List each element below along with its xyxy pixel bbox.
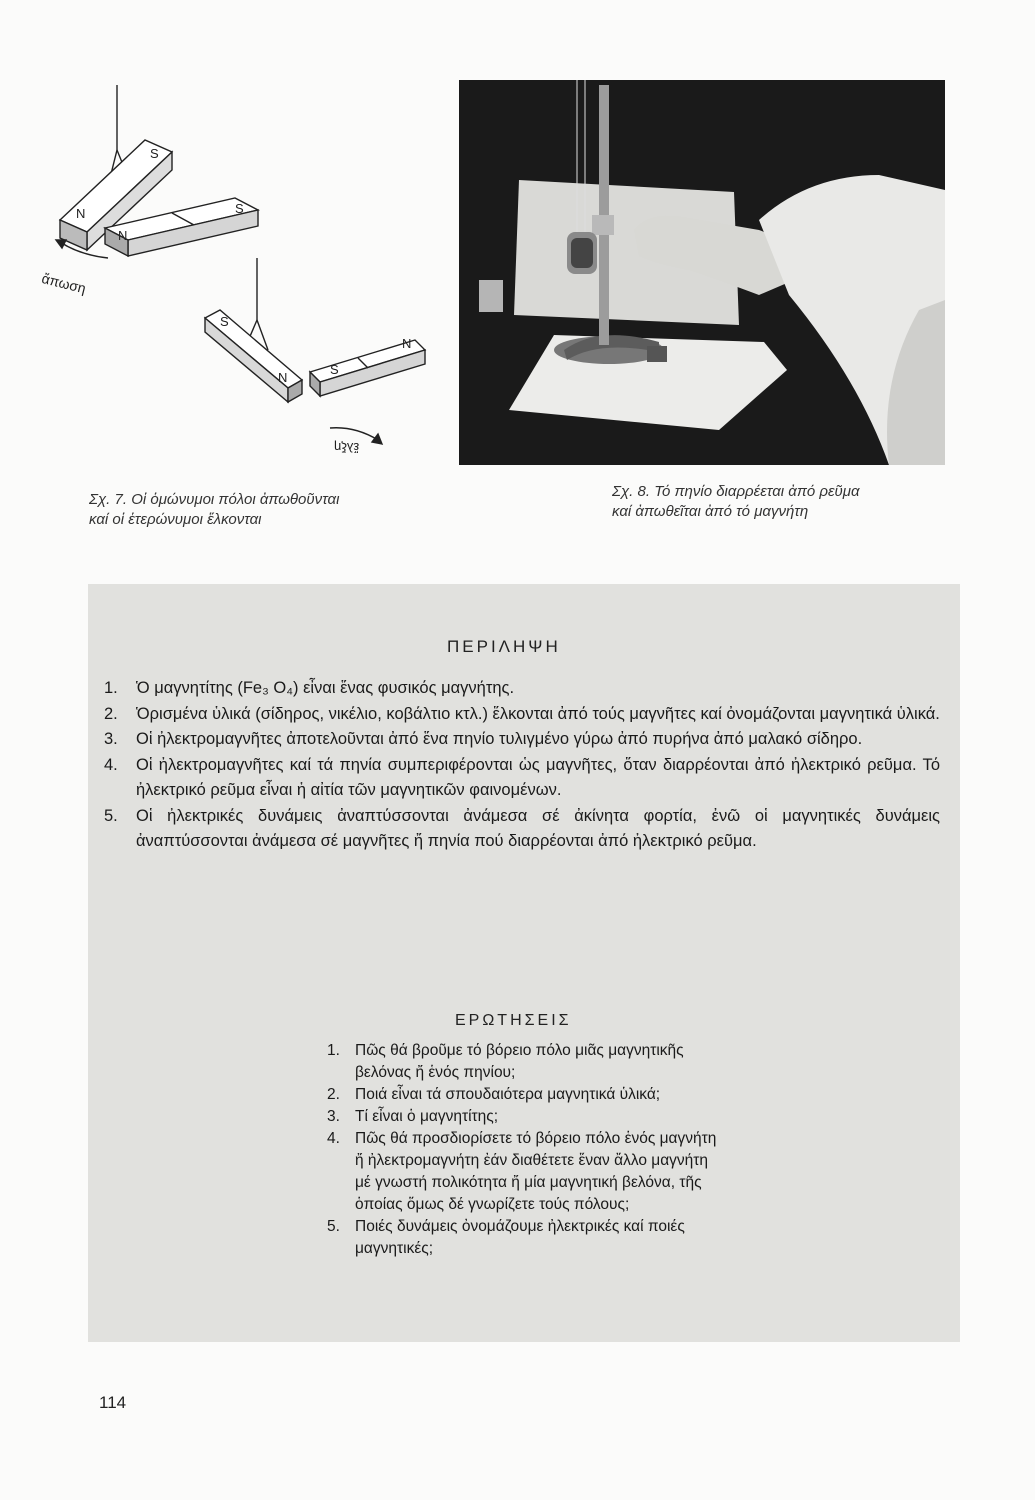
item-number: 4. (327, 1130, 340, 1147)
attraction-arrow (330, 428, 378, 440)
list-item (327, 1216, 727, 1260)
item-text: Ὁρισμένα ὑλικά (σίδηρος, νικέλιο, κοβάλτιο κτλ.) ἕλκονται ἀπό τούς μαγνῆτες καί ὀνομάζονται μαγνητικά ὑλικά. (136, 704, 940, 723)
pole-label: S (150, 146, 159, 161)
item-text: Ποιές δυνάμεις ὀνομάζουμε ἠλεκτρικές καί ποιές μαγνητικές; (355, 1218, 685, 1257)
item-text: Οἱ ἠλεκτρομαγνῆτες ἀποτελοῦνται ἀπό ἕνα πηνίο τυλιγμένο γύρω ἀπό πυρήνα ἀπό μαλακό σίδηρο. (136, 730, 863, 748)
repulsion-label: ἄπωση (40, 270, 88, 297)
caption-line: Σχ. 8. Τό πηνίο διαρρέεται ἀπό ρεῦμα (612, 483, 860, 500)
list-item (100, 727, 940, 753)
questions-heading: ΕΡΩΤΗΣΕΙΣ (455, 1012, 572, 1029)
list-item (100, 804, 940, 855)
list-item (327, 1040, 727, 1084)
list-item (100, 753, 940, 804)
item-number: 2. (327, 1086, 340, 1103)
pole-label: S (235, 201, 244, 216)
item-number: 3. (327, 1108, 340, 1125)
caption-line: καί οἱ ἑτερώνυμοι ἕλκονται (89, 511, 262, 528)
item-text: Οἱ ἠλεκτρικές δυνάμεις ἀναπτύσσονται ἀνάμεσα σέ ἀκίνητα φορτία, ἐνῶ οἱ μαγνητικές δυνάμεις ἀναπτύσσονται ἀνάμεσα σέ μαγνῆτες ἤ πηνία πού διαρρέονται ἀπό ἠλεκτρικό ρεῦμα. (136, 806, 940, 850)
pole-label: S (330, 362, 339, 377)
item-text: Οἱ ἠλεκτρομαγνῆτες καί τά πηνία συμπεριφέρονται ὡς μαγνῆτες, ὅταν διαρρέονται ἀπό ἠλεκτρικό ρεῦμα. Τό ἠλεκτρικό ρεῦμα εἶναι ἡ αἰτία τῶν μαγνητικῶν φαινομένων. (136, 755, 940, 799)
item-text: Τί εἶναι ὁ μαγνητίτης; (355, 1108, 499, 1125)
figure-7-magnets-illustration (40, 80, 440, 470)
magnets-drawing (40, 80, 440, 470)
summary-list (100, 676, 940, 855)
item-number: 1. (327, 1042, 340, 1059)
list-item (100, 702, 940, 728)
magnet-on-paper (647, 346, 667, 362)
caption-line: καί ἀπωθεῖται ἀπό τό μαγνήτη (612, 503, 809, 520)
coil-experiment-photo (459, 80, 945, 465)
item-text: Πῶς θά βροῦμε τό βόρειο πόλο μιᾶς μαγνητικῆς βελόνας ἤ ἑνός πηνίου; (355, 1042, 684, 1081)
item-number: 5. (104, 806, 118, 825)
figure-8-caption (612, 482, 860, 522)
pole-label: N (76, 206, 86, 221)
page-number: 114 (99, 1393, 127, 1412)
figure-8-photo (459, 80, 945, 465)
attraction-label: ἕλξη (334, 440, 360, 455)
list-item (327, 1128, 727, 1216)
pole-label: N (118, 228, 128, 243)
item-text: Ὁ μαγνητίτης (Fe₃ O₄) εἶναι ἕνας φυσικός μαγνήτης. (136, 679, 515, 697)
list-item (100, 676, 940, 702)
pole-label: S (220, 314, 229, 329)
list-item (327, 1084, 727, 1106)
item-number: 2. (104, 704, 118, 723)
item-text: Ποιά εἶναι τά σπουδαιότερα μαγνητικά ὑλικά; (355, 1086, 661, 1103)
caption-line: Σχ. 7. Οἱ ὁμώνυμοι πόλοι ἀπωθοῦνται (89, 491, 340, 508)
figure-7-caption (89, 490, 339, 530)
item-number: 4. (104, 755, 118, 774)
pole-label: N (278, 370, 288, 385)
item-number: 1. (104, 679, 118, 697)
list-item (327, 1106, 727, 1128)
item-number: 5. (327, 1218, 340, 1235)
item-text: Πῶς θά προσδιορίσετε τό βόρειο πόλο ἑνός μαγνήτη ἤ ἠλεκτρομαγνήτη ἐάν διαθέτετε ἕναν ἄλλο μαγνήτη μέ γνωστή πολικότητα ἤ μία μαγνητική βελόνα, τῆς ὁποίας ὅμως δέ γνωρίζετε τούς πόλους; (355, 1130, 717, 1213)
summary-heading: ΠΕΡΙΛΗΨΗ (447, 637, 561, 656)
item-number: 3. (104, 730, 118, 748)
pole-label: N (402, 336, 412, 351)
questions-list (327, 1040, 727, 1260)
